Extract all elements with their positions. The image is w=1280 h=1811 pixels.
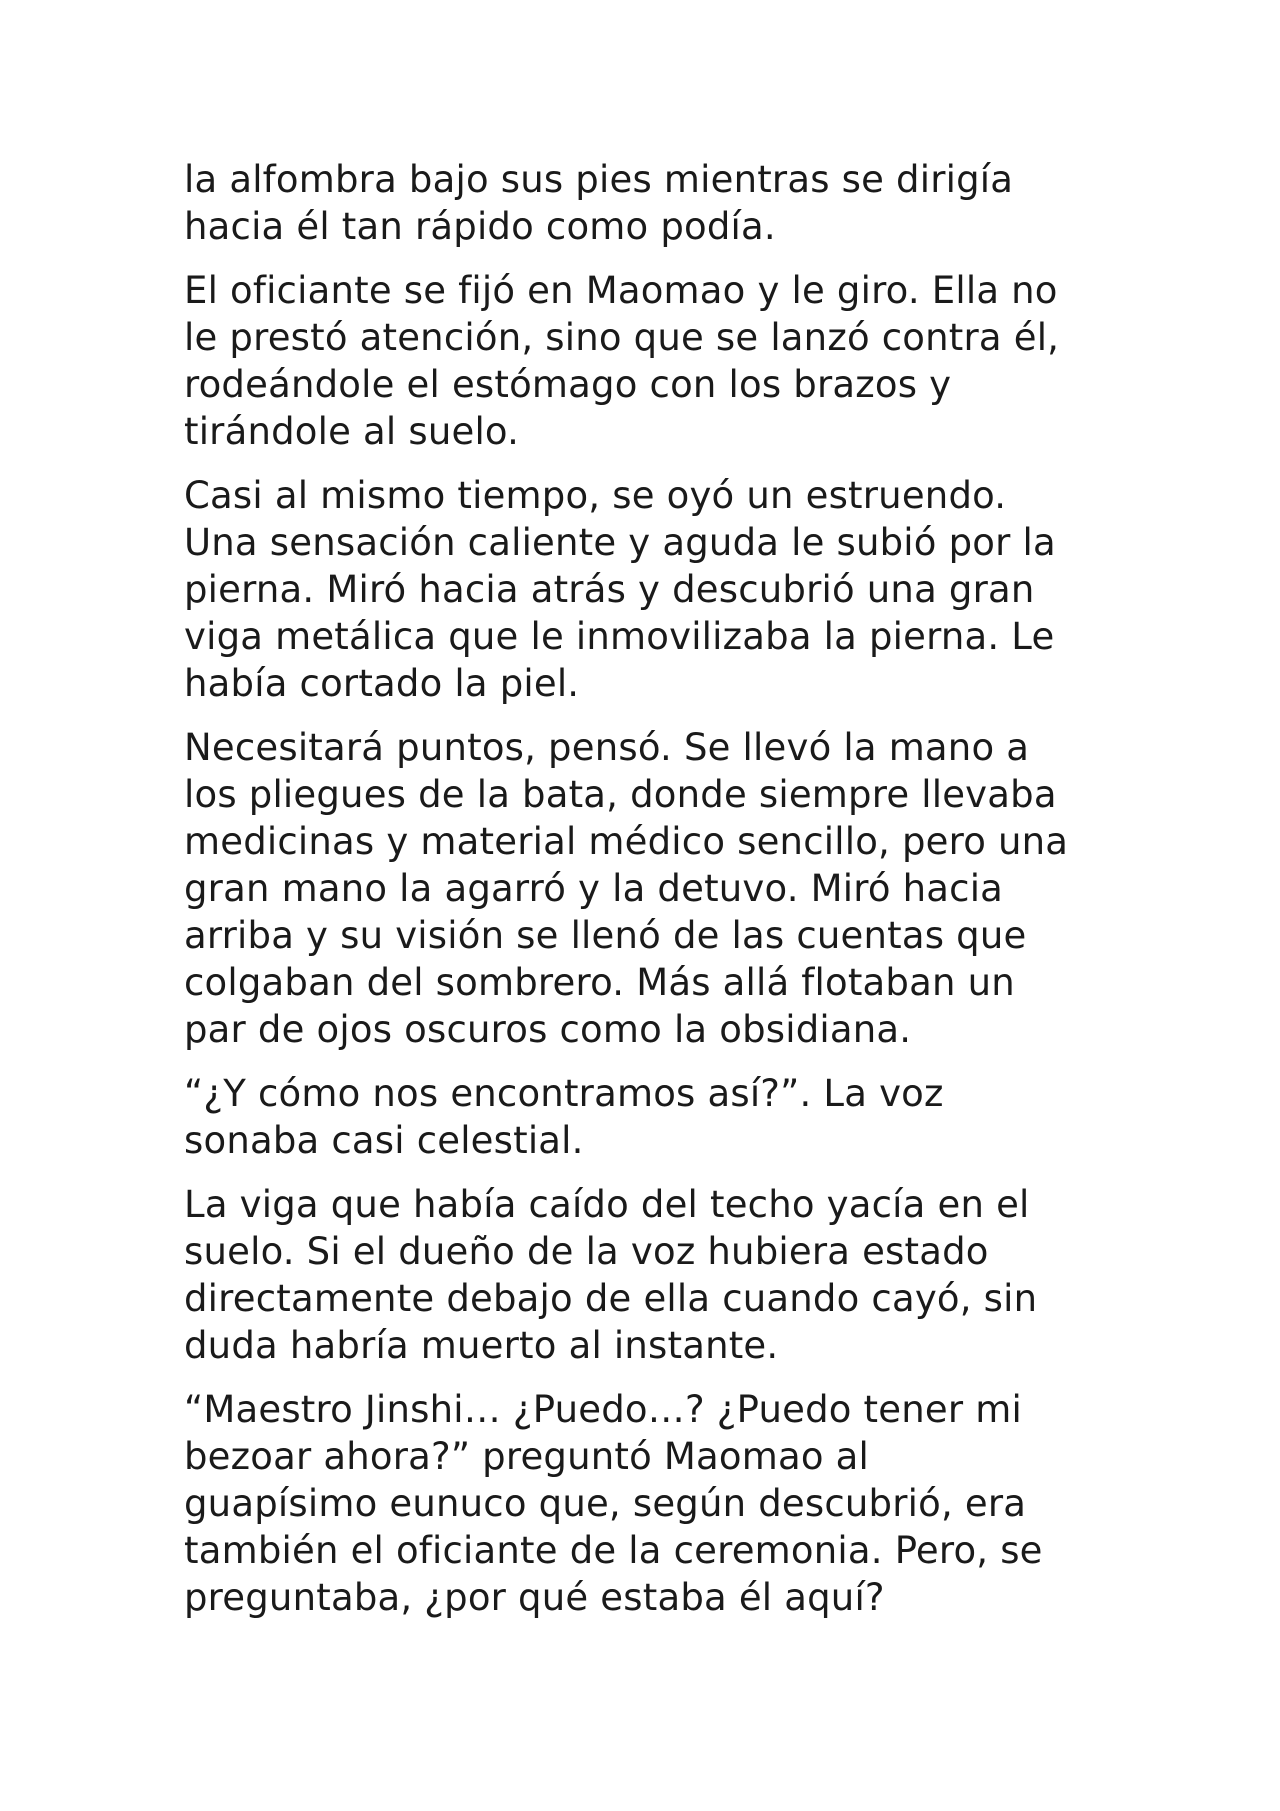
text-line: pierna. Miró hacia atrás y descubrió una gran [184,568,1035,611]
text-line: Necesitará puntos, pensó. Se llevó la mano a [184,726,1030,769]
text-line: también el oficiante de la ceremonia. Pero, se [184,1529,1043,1572]
text-line: directamente debajo de ella cuando cayó, sin [184,1277,1038,1320]
text-line: arriba y su visión se llenó de las cuentas que [184,914,1027,957]
text-line: Casi al mismo tiempo, se oyó un estruendo. [184,474,1007,517]
text-line: había cortado la piel. [184,662,580,705]
text-line: gran mano la agarró y la detuvo. Miró hacia [184,867,1004,910]
paragraph-5 [184,1070,1124,1164]
text-line: hacia él tan rápido como podía. [184,205,776,248]
text-line: viga metálica que le inmovilizaba la pierna. Le [184,615,1055,658]
text-line: bezoar ahora?” preguntó Maomao al [184,1435,870,1478]
text-line: preguntaba, ¿por qué estaba él aquí? [184,1576,885,1619]
paragraph-6 [184,1181,1124,1369]
text-line: medicinas y material médico sencillo, pero una [184,820,1069,863]
text-line: la alfombra bajo sus pies mientras se dirigía [184,158,1014,201]
paragraph-3 [184,472,1124,707]
text-line: guapísimo eunuco que, según descubrió, era [184,1482,1027,1525]
text-line: Una sensación caliente y aguda le subió por la [184,521,1056,564]
text-line: suelo. Si el dueño de la voz hubiera estado [184,1230,989,1273]
paragraph-1 [184,156,1124,250]
text-body [184,156,1124,1638]
text-line: duda habría muerto al instante. [184,1324,779,1367]
paragraph-4 [184,724,1124,1053]
text-line: “Maestro Jinshi… ¿Puedo…? ¿Puedo tener mi [184,1388,1022,1431]
text-line: “¿Y cómo nos encontramos así?”. La voz [184,1072,944,1115]
text-line: rodeándole el estómago con los brazos y [184,363,952,406]
text-line: sonaba casi celestial. [184,1119,584,1162]
text-line: La viga que había caído del techo yacía en el [184,1183,1030,1226]
text-line: los pliegues de la bata, donde siempre llevaba [184,773,1057,816]
paragraph-7 [184,1386,1124,1621]
paragraph-2 [184,267,1124,455]
text-line: colgaban del sombrero. Más allá flotaban un [184,961,1015,1004]
text-line: par de ojos oscuros como la obsidiana. [184,1008,912,1051]
text-line: tirándole al suelo. [184,410,520,453]
text-line: El oficiante se fijó en Maomao y le giro. Ella no [184,269,1058,312]
text-line: le prestó atención, sino que se lanzó contra él, [184,316,1060,359]
